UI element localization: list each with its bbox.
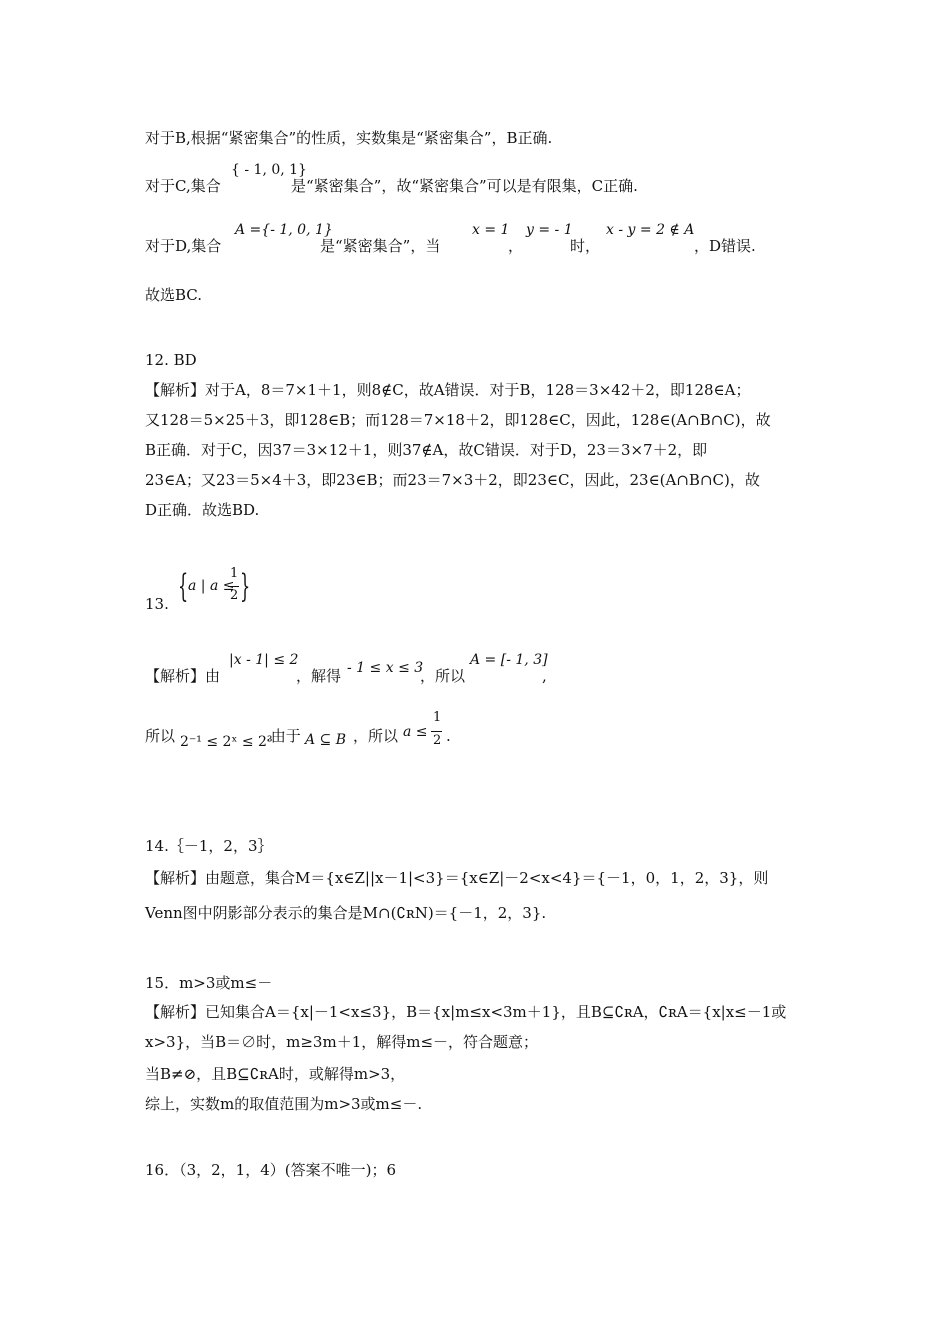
q13-label: 13. bbox=[145, 595, 169, 613]
q16-answer: 16．（3，2，1，4）(答案不唯一)；6 bbox=[145, 1161, 397, 1179]
q13-solution-line-1-mid2: ，所以 bbox=[420, 667, 466, 685]
q13-set-a: A = [- 1, 3] bbox=[470, 652, 548, 668]
q13-solution-line-1-pre: 【解析】由 bbox=[145, 667, 221, 685]
q11-option-d-post: ，D错误. bbox=[694, 237, 756, 255]
right-brace-glyph: } bbox=[240, 567, 251, 605]
q15-solution-line-3: 当B≠⊘，且B⊆∁ʀA时，或解得m>3， bbox=[145, 1065, 406, 1083]
q15-solution-line-1: 【解析】已知集合A＝{x|－1<x≤3}，B＝{x|m≤x<3m＋1}，且B⊆∁ʀA，∁ʀA＝{x|x≤－1或 bbox=[145, 1003, 787, 1021]
q11-option-d-mid: 是“紧密集合”，当 bbox=[320, 237, 441, 255]
q11-option-b-text: 对于B,根据“紧密集合”的性质，实数集是“紧密集合”，B正确. bbox=[145, 129, 553, 147]
q13-bound-denominator: 2 bbox=[433, 733, 442, 748]
q11-option-c-post: 是“紧密集合”，故“紧密集合”可以是有限集，C正确. bbox=[291, 177, 638, 195]
q13-exp-inequality: 2⁻¹ ≤ 2ˣ ≤ 2³ bbox=[180, 734, 273, 750]
q13-x-range: - 1 ≤ x ≤ 3 bbox=[347, 660, 424, 676]
q13-solution-line-2-end: . bbox=[446, 727, 451, 745]
q15-answer: 15．m>3或m≤－ bbox=[145, 974, 273, 992]
q11-option-d-x: x = 1 bbox=[472, 222, 510, 238]
q14-solution-line-1: 【解析】由题意，集合M＝{x∈Z||x－1|<3}＝{x∈Z|－2<x<4}＝{－1，0，1，2，3}，则 bbox=[145, 869, 769, 887]
q11-option-d-pre: 对于D,集合 bbox=[145, 237, 222, 255]
q11-option-c-set: { - 1, 0, 1} bbox=[231, 162, 307, 178]
q12-answer: 12. BD bbox=[145, 351, 197, 369]
left-brace-glyph: { bbox=[178, 567, 189, 605]
q12-solution-line-2: 又128＝5×25＋3，即128∈B；而128＝7×18＋2，即128∈C，因此，128∈(A∩B∩C)，故 bbox=[145, 411, 771, 429]
q12-solution-line-4: 23∈A；又23＝5×4＋3，即23∈B；而23＝7×3＋2，即23∈C，因此，23∈(A∩B∩C)，故 bbox=[145, 471, 760, 489]
q11-conclusion: 故选BC. bbox=[145, 286, 203, 304]
q12-solution-line-1: 【解析】对于A，8＝7×1＋1，则8∉C，故A错误．对于B，128＝3×42＋2，即128∈A； bbox=[145, 381, 751, 399]
q13-frac-numerator: 1 bbox=[230, 566, 239, 581]
q13-bound-frac-bar bbox=[431, 731, 442, 732]
q13-solution-line-2-mid: .由于 bbox=[266, 727, 301, 745]
q14-answer: 14.｛－1，2，3｝ bbox=[145, 837, 273, 855]
q14-solution-line-2: Venn图中阴影部分表示的集合是M∩(∁ʀN)＝{－1，2，3}. bbox=[145, 904, 547, 922]
q13-frac-denominator: 2 bbox=[230, 588, 239, 603]
q13-bound-numerator: 1 bbox=[433, 710, 442, 725]
q13-frac-bar bbox=[228, 586, 239, 587]
q12-solution-line-3: B正确．对于C，因37＝3×12＋1，则37∉A，故C错误．对于D，23＝3×7＋2，即 bbox=[145, 441, 708, 459]
q11-option-d-when: 时， bbox=[570, 237, 601, 255]
q13-solution-line-1-end: , bbox=[542, 667, 547, 685]
q13-a-bound: a ≤ bbox=[403, 724, 428, 740]
q12-solution-line-5: D正确．故选BD. bbox=[145, 501, 260, 519]
q13-subset-relation: A ⊆ B bbox=[305, 732, 347, 748]
q11-option-d-set: A ={- 1, 0, 1} bbox=[235, 222, 333, 238]
q15-solution-line-2: x>3}，当B＝∅时，m≥3m＋1，解得m≤－，符合题意； bbox=[145, 1033, 539, 1051]
q11-option-d-diff: x - y = 2 ∉ A bbox=[606, 222, 695, 238]
q13-solution-line-2-mid2: ，所以 bbox=[353, 727, 399, 745]
q13-abs-inequality: |x - 1| ≤ 2 bbox=[229, 652, 299, 668]
q15-solution-line-4: 综上，实数m的取值范围为m>3或m≤－. bbox=[145, 1095, 423, 1113]
q13-set-lhs: a | a ≤ bbox=[188, 578, 235, 594]
q13-solution-line-1-mid: ，解得 bbox=[296, 667, 342, 685]
q13-solution-line-2-pre: 所以 bbox=[145, 727, 176, 745]
q11-option-d-comma: ， bbox=[508, 237, 524, 255]
q11-option-d-y: y = - 1 bbox=[526, 222, 573, 238]
q11-option-c-pre: 对于C,集合 bbox=[145, 177, 221, 195]
